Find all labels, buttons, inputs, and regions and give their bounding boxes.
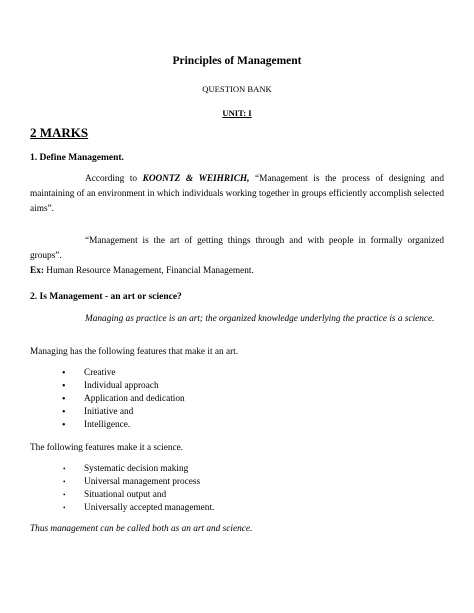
- list-item: • Universally accepted management.: [62, 502, 214, 515]
- examples-label: Ex:: [30, 266, 44, 276]
- list-item: • Intelligence.: [62, 419, 185, 432]
- list-item: • Universal management process: [62, 476, 214, 489]
- definition-lead: According to: [85, 174, 143, 184]
- document-subtitle: QUESTION BANK: [202, 84, 272, 94]
- science-features-lead: The following features make it a science.: [30, 443, 184, 453]
- list-item: • Initiative and: [62, 406, 185, 419]
- question-1-definition: [30, 172, 444, 217]
- document-title: Principles of Management: [172, 55, 302, 67]
- list-item: • Individual approach: [62, 380, 185, 393]
- list-item: • Creative: [62, 367, 185, 380]
- definition-rest: “Management is the process of designing and maintaining of an environment in which individuals working together in groups efficiently accomplish selected aims”.: [30, 174, 444, 214]
- question-1-definition-2: “Management is the art of getting things through and with people in formally organized groups”.: [30, 236, 444, 261]
- art-features-list: [62, 367, 185, 432]
- question-2-heading: 2. Is Management - an art or science?: [30, 292, 182, 302]
- question-1-heading: 1. Define Management.: [30, 153, 124, 163]
- question-2-conclusion: Thus management can be called both as an art and science.: [30, 524, 253, 534]
- science-features-list: [62, 463, 214, 515]
- definition-authors: KOONTZ & WEIHRICH,: [142, 174, 250, 184]
- list-item: • Systematic decision making: [62, 463, 214, 476]
- art-features-lead: Managing has the following features that make it an art.: [30, 347, 239, 357]
- question-2-intro: Managing as practice is an art; the organized knowledge underlying the practice is a science.: [85, 314, 435, 324]
- list-item: • Situational output and: [62, 489, 214, 502]
- section-heading: 2 MARKS: [30, 125, 89, 140]
- list-item: • Application and dedication: [62, 393, 185, 406]
- question-1-examples: [30, 264, 444, 279]
- examples-text: Human Resource Management, Financial Management.: [43, 266, 254, 276]
- unit-heading: UNIT: I: [222, 108, 252, 118]
